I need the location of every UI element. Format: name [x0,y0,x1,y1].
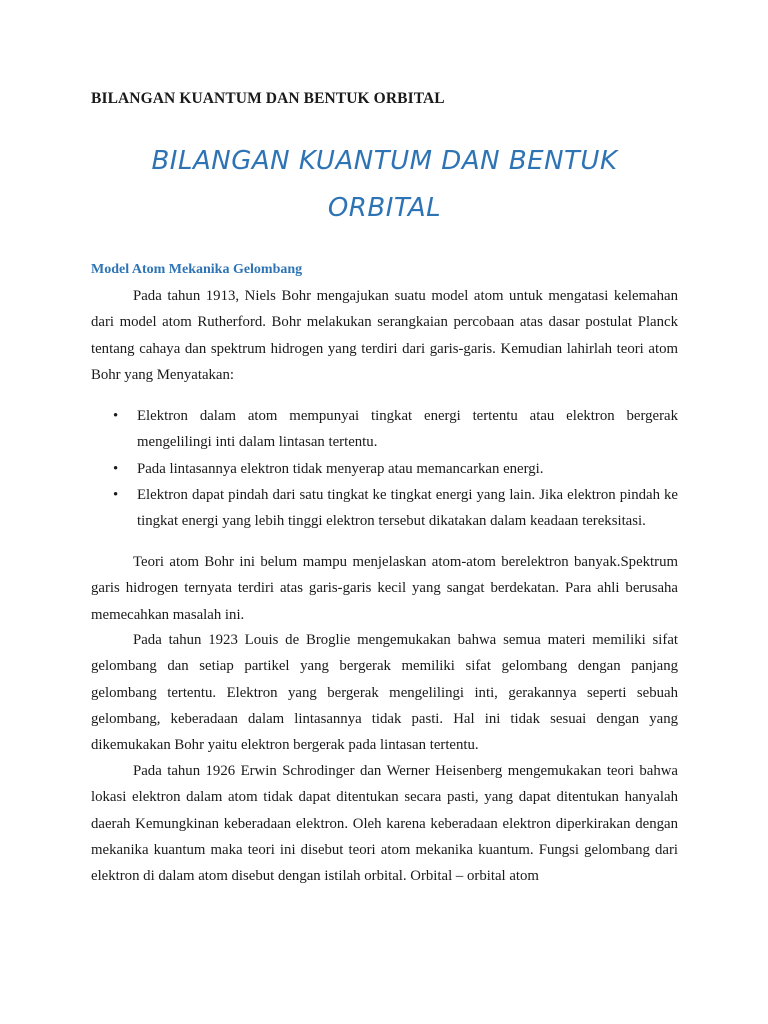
list-item [91,482,678,535]
list-item [91,456,678,482]
paragraph-de-broglie: Pada tahun 1923 Louis de Broglie mengemukakan bahwa semua materi memiliki sifat gelombang dan setiap partikel yang bergerak memiliki sifat gelombang dengan panjang gelombang tertentu. Elektron yang bergerak mengelilingi inti, gerakannya seperti sebuah gelombang, keberadaan dalam lintasannya tidak pasti. Hal ini tidak sesuai dengan yang dikemukakan Bohr yaitu elektron bergerak pada lintasan tertentu. [91,632,678,754]
list-item [91,403,678,456]
list-item-text: Pada lintasannya elektron tidak menyerap atau memancarkan energi. [137,460,544,477]
document-header: BILANGAN KUANTUM DAN BENTUK ORBITAL [91,90,445,107]
bullet-marker: • [113,460,119,477]
paragraph-bohr-intro: Pada tahun 1913, Niels Bohr mengajukan suatu model atom untuk mengatasi kelemahan dari model atom Rutherford. Bohr melakukan serangkaian percobaan atas dasar postulat Planck tentang cahaya dan spektrum hidrogen yang terdiri dari garis-garis. Kemudian lahirlah teori atom Bohr yang Menyatakan: [91,288,678,383]
document-title: BILANGAN KUANTUM DAN BENTUK ORBITAL [151,146,618,223]
bohr-postulates-list [91,403,678,534]
bullet-marker: • [113,408,119,424]
list-item-text: Elektron dapat pindah dari satu tingkat ke tingkat energi yang lain. Jika elektron pindah ke tingkat energi yang lebih tinggi elektron tersebut dikatakan dalam keadaan tereksitasi. [137,486,678,530]
list-item-text: Elektron dalam atom mempunyai tingkat energi tertentu atau elektron bergerak mengelilingi inti dalam lintasan tertentu. [137,408,678,451]
bullet-marker: • [113,486,119,503]
section-heading: Model Atom Mekanika Gelombang [91,262,303,277]
paragraph-schrodinger-heisenberg: Pada tahun 1926 Erwin Schrodinger dan Werner Heisenberg mengemukakan teori bahwa lokasi elektron dalam atom tidak dapat ditentukan secara pasti, yang dapat ditentukan hanyalah daerah Kemungkinan keberadaan elektron. Oleh karena keberadaan elektron diperkirakan dengan mekanika kuantum maka teori ini disebut teori atom mekanika kuantum. Fungsi gelombang dari elektron di dalam atom disebut dengan istilah orbital. Orbital – orbital atom [91,763,678,885]
paragraph-bohr-limitations: Teori atom Bohr ini belum mampu menjelaskan atom-atom berelektron banyak.Spektrum garis hidrogen ternyata terdiri atas garis-garis kecil yang sangat berdekatan. Para ahli berusaha memecahkan masalah ini. [91,554,678,623]
